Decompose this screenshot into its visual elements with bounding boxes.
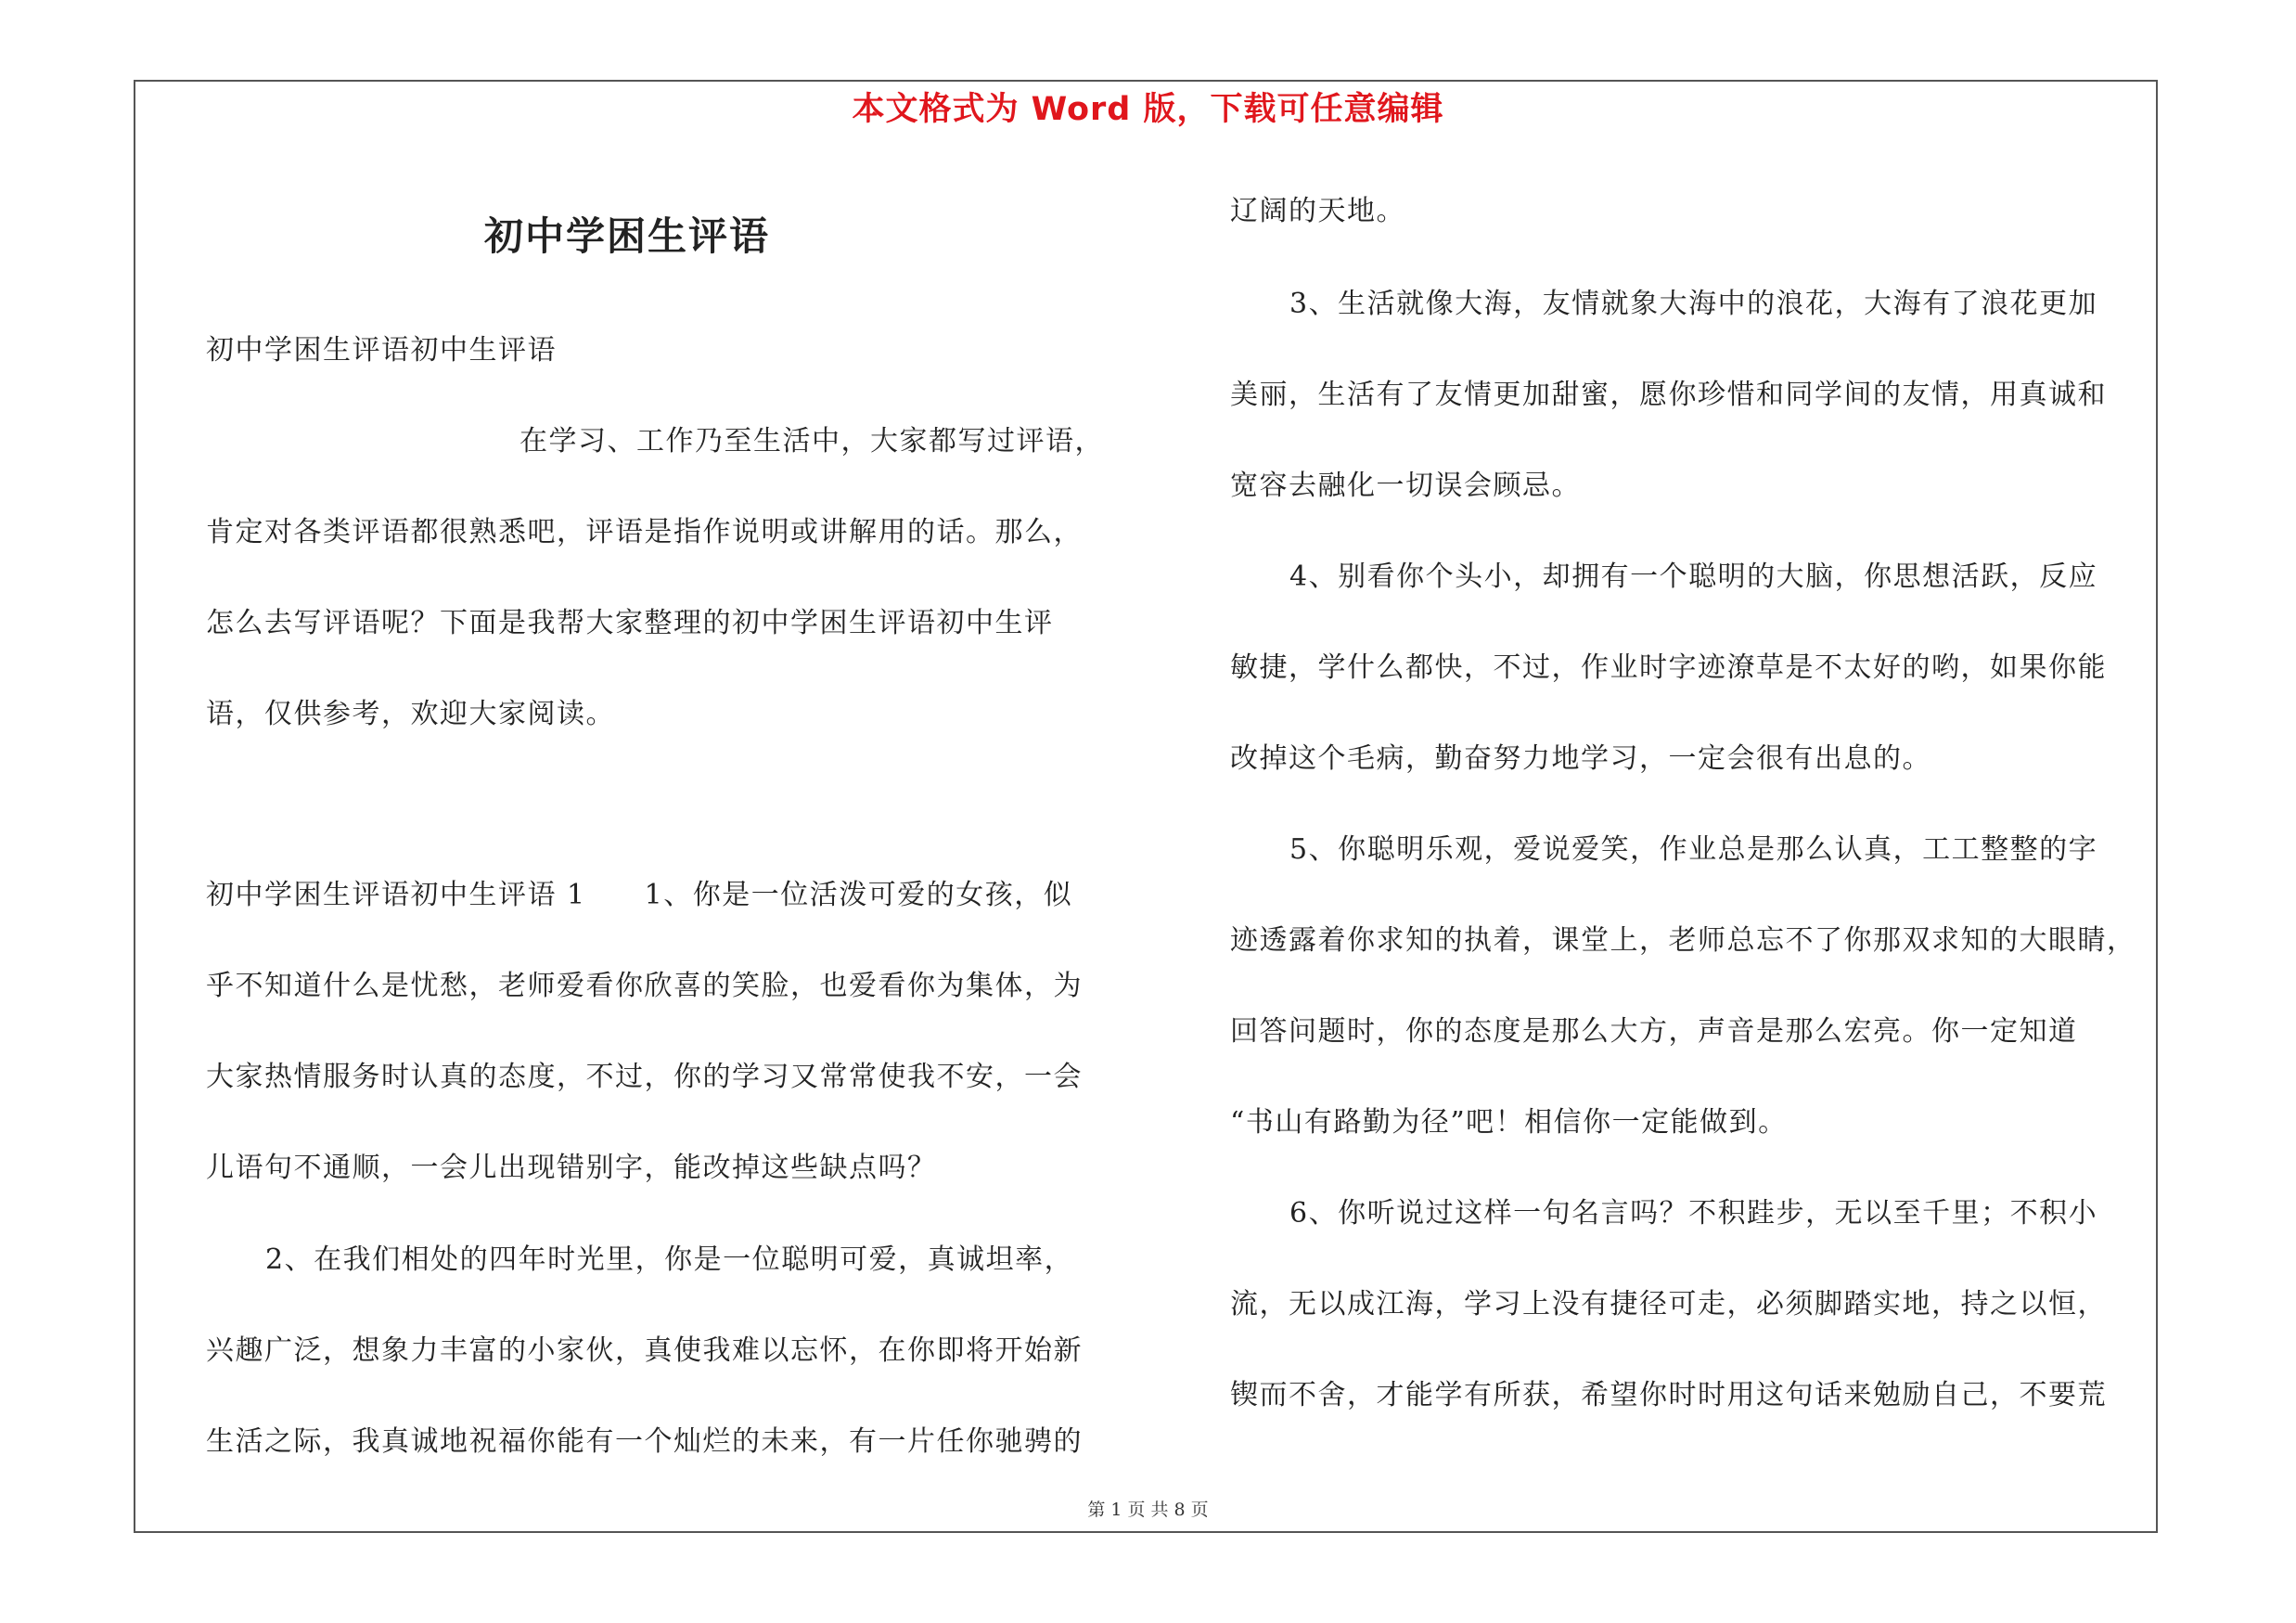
left-line: 语，仅供参考，欢迎大家阅读。 xyxy=(206,698,615,730)
right-line: 3、生活就像大海，友情就象大海中的浪花，大海有了浪花更加 xyxy=(1289,288,2098,320)
right-line: 6、你听说过这样一句名言吗？不积跬步，无以至千里；不积小 xyxy=(1289,1197,2098,1230)
right-line: 流，无以成江海，学习上没有捷径可走，必须脚踏实地，持之以恒， xyxy=(1230,1288,2107,1320)
right-line: 回答问题时，你的态度是那么大方，声音是那么宏亮。你一定知道 xyxy=(1230,1015,2078,1048)
right-line: 5、你聪明乐观，爱说爱笑，作业总是那么认真，工工整整的字 xyxy=(1289,833,2098,866)
left-line: 儿语句不通顺，一会儿出现错别字，能改掉这些缺点吗？ xyxy=(206,1152,937,1184)
left-line: 初中学困生评语初中生评语 1 1、你是一位活泼可爱的女孩，似 xyxy=(206,879,1073,911)
right-line: 美丽，生活有了友情更加甜蜜，愿你珍惜和同学间的友情，用真诚和 xyxy=(1230,379,2107,411)
right-line: 辽阔的天地。 xyxy=(1230,195,1405,227)
word-format-banner: 本文格式为 Word 版，下载可任意编辑 xyxy=(852,91,1444,128)
right-line: 锲而不舍，才能学有所获，希望你时时用这句话来勉励自己，不要荒 xyxy=(1230,1379,2107,1411)
left-line: 怎么去写评语呢？下面是我帮大家整理的初中学困生评语初中生评 xyxy=(206,607,1054,639)
left-line: 兴趣广泛，想象力丰富的小家伙，真使我难以忘怀，在你即将开始新 xyxy=(206,1334,1083,1367)
left-line: 在学习、工作乃至生活中，大家都写过评语， xyxy=(519,425,1104,457)
page-number-footer: 第 1 页 共 8 页 xyxy=(1087,1500,1209,1520)
left-line: 初中学困生评语初中生评语 xyxy=(206,334,557,367)
left-line: 2、在我们相处的四年时光里，你是一位聪明可爱，真诚坦率， xyxy=(265,1243,1074,1276)
left-line: 肯定对各类评语都很熟悉吧，评语是指作说明或讲解用的话。那么， xyxy=(206,516,1083,548)
right-line: “书山有路勤为径”吧！相信你一定能做到。 xyxy=(1230,1106,1788,1139)
right-line: 4、别看你个头小，却拥有一个聪明的大脑，你思想活跃，反应 xyxy=(1289,560,2098,593)
left-line: 大家热情服务时认真的态度，不过，你的学习又常常使我不安，一会 xyxy=(206,1061,1083,1093)
right-line: 宽容去融化一切误会顾忌。 xyxy=(1230,470,1581,502)
right-line: 敏捷，学什么都快，不过，作业时字迹潦草是不太好的哟，如果你能 xyxy=(1230,651,2107,684)
left-line: 乎不知道什么是忧愁，老师爱看你欣喜的笑脸，也爱看你为集体，为 xyxy=(206,970,1083,1002)
right-line: 迹透露着你求知的执着，课堂上，老师总忘不了你那双求知的大眼睛， xyxy=(1230,924,2136,957)
document-title: 初中学困生评语 xyxy=(484,213,771,259)
left-line: 生活之际，我真诚地祝福你能有一个灿烂的未来，有一片任你驰骋的 xyxy=(206,1425,1083,1458)
right-line: 改掉这个毛病，勤奋努力地学习，一定会很有出息的。 xyxy=(1230,742,1931,775)
